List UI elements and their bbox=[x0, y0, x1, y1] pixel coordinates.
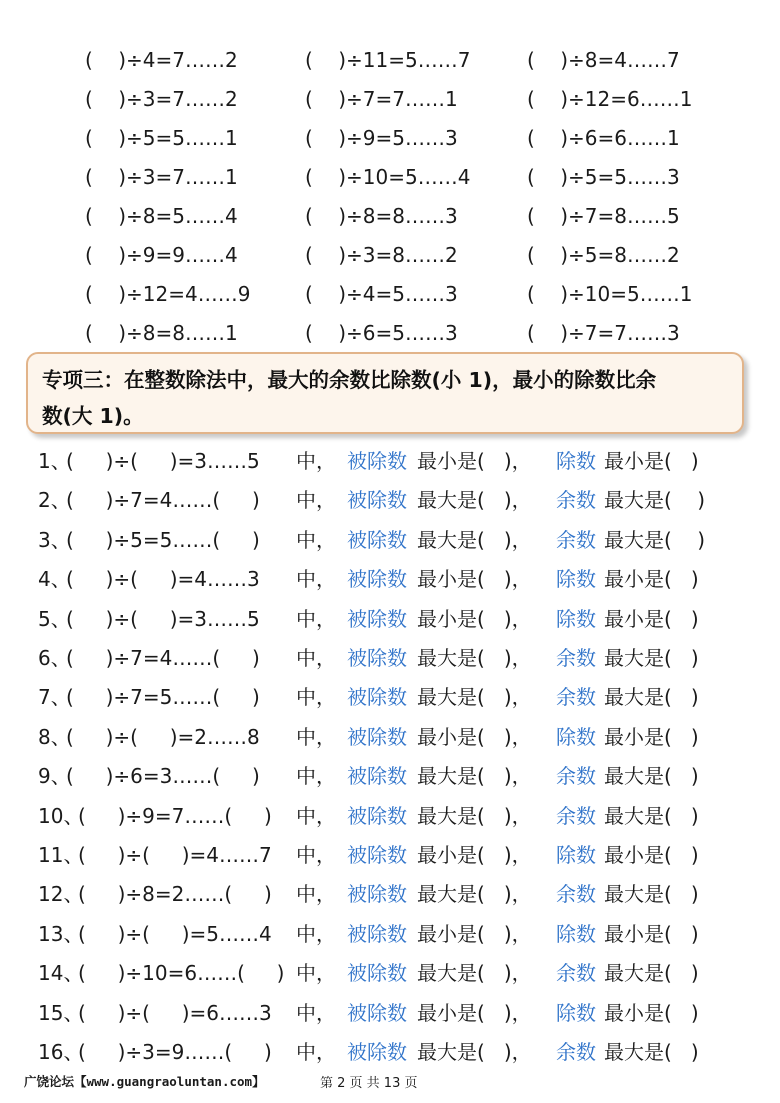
problem-number: 16、 bbox=[38, 1040, 84, 1064]
problem-question-2: 最小是( ) bbox=[604, 567, 699, 592]
problem-term-2: 除数 bbox=[556, 1000, 596, 1025]
exercise-item: ( )÷8=4……7 bbox=[527, 48, 680, 72]
problem-term-dividend: 被除数 bbox=[347, 646, 407, 670]
problem-term-dividend: 被除数 bbox=[347, 567, 407, 592]
problem-row bbox=[0, 442, 780, 481]
problem-row bbox=[0, 718, 780, 757]
problem-question-2: 最大是( ) bbox=[604, 646, 699, 670]
problem-question-1: 最小是( )， bbox=[417, 921, 532, 946]
problem-term-2: 余数 bbox=[556, 961, 596, 986]
problem-number: 11、 bbox=[38, 843, 84, 867]
exercise-item: ( )÷4=5……3 bbox=[305, 282, 458, 306]
problem-row bbox=[0, 560, 780, 599]
problem-equation: ( )÷9=7……( ) bbox=[78, 803, 272, 828]
exercise-row bbox=[0, 41, 780, 79]
section-banner bbox=[26, 352, 744, 434]
problem-term-dividend: 被除数 bbox=[347, 961, 407, 986]
problem-term-2: 余数 bbox=[556, 646, 596, 670]
exercise-row bbox=[0, 197, 780, 235]
exercise-row bbox=[0, 236, 780, 274]
problem-question-1: 最小是( )， bbox=[417, 843, 532, 867]
problem-question-1: 最大是( )， bbox=[417, 527, 532, 552]
problem-connector: 中， bbox=[296, 567, 336, 592]
problem-question-1: 最大是( )， bbox=[417, 961, 532, 986]
problem-term-2: 余数 bbox=[556, 764, 596, 789]
exercise-row bbox=[0, 158, 780, 196]
problem-question-1: 最大是( )， bbox=[417, 488, 532, 513]
problem-question-2: 最大是( ) bbox=[604, 961, 699, 986]
problem-term-2: 除数 bbox=[556, 567, 596, 592]
problem-connector: 中， bbox=[296, 685, 336, 710]
problem-number: 8、 bbox=[38, 724, 71, 749]
problem-term-dividend: 被除数 bbox=[347, 606, 407, 631]
problem-question-2: 最小是( ) bbox=[604, 843, 699, 867]
problem-row bbox=[0, 678, 780, 717]
problem-term-2: 除数 bbox=[556, 843, 596, 867]
problem-term-dividend: 被除数 bbox=[347, 724, 407, 749]
problem-question-2: 最小是( ) bbox=[604, 449, 699, 473]
problem-question-1: 最大是( )， bbox=[417, 803, 532, 828]
problem-row bbox=[0, 836, 780, 875]
problem-equation: ( )÷( )=2……8 bbox=[66, 724, 260, 749]
problem-equation: ( )÷( )=4……3 bbox=[66, 567, 260, 592]
problem-row bbox=[0, 757, 780, 796]
problem-connector: 中， bbox=[296, 724, 336, 749]
exercise-item: ( )÷3=7……1 bbox=[85, 165, 238, 189]
problem-number: 2、 bbox=[38, 488, 71, 513]
exercise-row bbox=[0, 275, 780, 313]
exercise-item: ( )÷5=5……3 bbox=[527, 165, 680, 189]
problem-number: 5、 bbox=[38, 606, 71, 631]
exercise-row bbox=[0, 119, 780, 157]
problem-question-1: 最大是( )， bbox=[417, 646, 532, 670]
problem-connector: 中， bbox=[296, 961, 336, 986]
problem-number: 13、 bbox=[38, 921, 84, 946]
problem-connector: 中， bbox=[296, 1000, 336, 1025]
exercise-item: ( )÷8=8……3 bbox=[305, 204, 458, 228]
problem-equation: ( )÷7=4……( ) bbox=[66, 488, 260, 513]
problem-question-1: 最小是( )， bbox=[417, 567, 532, 592]
problem-question-1: 最大是( )， bbox=[417, 764, 532, 789]
problem-term-dividend: 被除数 bbox=[347, 1000, 407, 1025]
problem-row bbox=[0, 521, 780, 560]
problem-question-2: 最大是( ) bbox=[604, 685, 699, 710]
problem-row bbox=[0, 994, 780, 1033]
problem-number: 14、 bbox=[38, 961, 84, 986]
problem-question-1: 最大是( )， bbox=[417, 882, 532, 907]
problem-term-2: 除数 bbox=[556, 449, 596, 473]
problem-question-2: 最大是( ) bbox=[604, 488, 706, 513]
exercise-item: ( )÷7=8……5 bbox=[527, 204, 680, 228]
problem-equation: ( )÷( )=5……4 bbox=[78, 921, 272, 946]
problem-number: 10、 bbox=[38, 803, 84, 828]
problem-term-dividend: 被除数 bbox=[347, 449, 407, 473]
problem-equation: ( )÷10=6……( ) bbox=[78, 961, 285, 986]
problem-question-1: 最大是( )， bbox=[417, 1040, 532, 1064]
problem-equation: ( )÷5=5……( ) bbox=[66, 527, 260, 552]
problem-number: 15、 bbox=[38, 1000, 84, 1025]
problem-term-2: 除数 bbox=[556, 921, 596, 946]
problem-question-2: 最大是( ) bbox=[604, 882, 699, 907]
problem-term-dividend: 被除数 bbox=[347, 488, 407, 513]
problem-question-1: 最小是( )， bbox=[417, 1000, 532, 1025]
exercise-item: ( )÷9=9……4 bbox=[85, 243, 238, 267]
problem-question-1: 最大是( )， bbox=[417, 685, 532, 710]
exercise-item: ( )÷4=7……2 bbox=[85, 48, 238, 72]
problem-connector: 中， bbox=[296, 646, 336, 670]
problem-question-1: 最小是( )， bbox=[417, 449, 532, 473]
exercise-item: ( )÷3=7……2 bbox=[85, 87, 238, 111]
problem-connector: 中， bbox=[296, 527, 336, 552]
problem-term-2: 余数 bbox=[556, 685, 596, 710]
problem-row bbox=[0, 639, 780, 678]
problem-number: 12、 bbox=[38, 882, 84, 907]
problem-row bbox=[0, 1033, 780, 1072]
problem-equation: ( )÷6=3……( ) bbox=[66, 764, 260, 789]
exercise-item: ( )÷10=5……4 bbox=[305, 165, 471, 189]
footer-source: 广饶论坛【www.guangraoluntan.com】 bbox=[24, 1074, 265, 1089]
problem-connector: 中， bbox=[296, 843, 336, 867]
problem-term-2: 余数 bbox=[556, 527, 596, 552]
exercise-item: ( )÷9=5……3 bbox=[305, 126, 458, 150]
problem-term-dividend: 被除数 bbox=[347, 1040, 407, 1064]
exercise-item: ( )÷10=5……1 bbox=[527, 282, 693, 306]
problem-term-2: 余数 bbox=[556, 882, 596, 907]
problem-connector: 中， bbox=[296, 882, 336, 907]
problem-connector: 中， bbox=[296, 921, 336, 946]
problem-connector: 中， bbox=[296, 449, 336, 473]
problem-row bbox=[0, 600, 780, 639]
exercise-item: ( )÷8=8……1 bbox=[85, 321, 238, 345]
problem-row bbox=[0, 915, 780, 954]
problem-connector: 中， bbox=[296, 803, 336, 828]
exercise-row bbox=[0, 314, 780, 352]
problem-row bbox=[0, 481, 780, 520]
problem-term-dividend: 被除数 bbox=[347, 921, 407, 946]
problem-question-2: 最大是( ) bbox=[604, 764, 699, 789]
problem-connector: 中， bbox=[296, 764, 336, 789]
problem-equation: ( )÷3=9……( ) bbox=[78, 1040, 272, 1064]
problem-number: 7、 bbox=[38, 685, 71, 710]
exercise-item: ( )÷7=7……3 bbox=[527, 321, 680, 345]
exercise-item: ( )÷3=8……2 bbox=[305, 243, 458, 267]
problem-connector: 中， bbox=[296, 1040, 336, 1064]
exercise-item: ( )÷5=8……2 bbox=[527, 243, 680, 267]
problem-term-2: 余数 bbox=[556, 803, 596, 828]
problem-term-dividend: 被除数 bbox=[347, 527, 407, 552]
footer-page-info: 第 2 页 共 13 页 bbox=[320, 1076, 418, 1091]
problem-question-2: 最大是( ) bbox=[604, 803, 699, 828]
problem-row bbox=[0, 875, 780, 914]
problem-equation: ( )÷( )=3……5 bbox=[66, 449, 260, 473]
problem-question-2: 最小是( ) bbox=[604, 724, 699, 749]
problem-number: 4、 bbox=[38, 567, 71, 592]
problem-equation: ( )÷( )=3……5 bbox=[66, 606, 260, 631]
problem-equation: ( )÷( )=4……7 bbox=[78, 843, 272, 867]
exercise-item: ( )÷11=5……7 bbox=[305, 48, 471, 72]
problem-term-2: 余数 bbox=[556, 488, 596, 513]
problem-question-2: 最小是( ) bbox=[604, 921, 699, 946]
exercise-item: ( )÷12=6……1 bbox=[527, 87, 693, 111]
exercise-item: ( )÷6=5……3 bbox=[305, 321, 458, 345]
problem-question-1: 最小是( )， bbox=[417, 724, 532, 749]
problem-number: 1、 bbox=[38, 449, 71, 473]
problem-term-dividend: 被除数 bbox=[347, 882, 407, 907]
exercise-item: ( )÷8=5……4 bbox=[85, 204, 238, 228]
exercise-row bbox=[0, 80, 780, 118]
problem-connector: 中， bbox=[296, 606, 336, 631]
problem-term-dividend: 被除数 bbox=[347, 843, 407, 867]
problem-question-2: 最小是( ) bbox=[604, 1000, 699, 1025]
problem-term-2: 除数 bbox=[556, 724, 596, 749]
problem-number: 6、 bbox=[38, 646, 71, 670]
problem-equation: ( )÷7=4……( ) bbox=[66, 646, 260, 670]
problem-term-2: 除数 bbox=[556, 606, 596, 631]
problem-row bbox=[0, 797, 780, 836]
problem-equation: ( )÷7=5……( ) bbox=[66, 685, 260, 710]
problem-question-2: 最大是( ) bbox=[604, 527, 706, 552]
problem-connector: 中， bbox=[296, 488, 336, 513]
problem-number: 3、 bbox=[38, 527, 71, 552]
exercise-item: ( )÷7=7……1 bbox=[305, 87, 458, 111]
exercise-item: ( )÷12=4……9 bbox=[85, 282, 251, 306]
problem-term-dividend: 被除数 bbox=[347, 685, 407, 710]
problem-equation: ( )÷8=2……( ) bbox=[78, 882, 272, 907]
problem-question-1: 最小是( )， bbox=[417, 606, 532, 631]
problem-term-dividend: 被除数 bbox=[347, 764, 407, 789]
exercise-item: ( )÷5=5……1 bbox=[85, 126, 238, 150]
exercise-item: ( )÷6=6……1 bbox=[527, 126, 680, 150]
problem-question-2: 最大是( ) bbox=[604, 1040, 699, 1064]
problem-question-2: 最小是( ) bbox=[604, 606, 699, 631]
section-title-line1: 专项三：在整数除法中，最大的余数比除数(小 1)，最小的除数比余 bbox=[42, 368, 657, 392]
section-title-line2: 数(大 1)。 bbox=[42, 404, 144, 428]
problem-number: 9、 bbox=[38, 764, 71, 789]
problem-row bbox=[0, 954, 780, 993]
problem-term-2: 余数 bbox=[556, 1040, 596, 1064]
problem-equation: ( )÷( )=6……3 bbox=[78, 1000, 272, 1025]
problem-term-dividend: 被除数 bbox=[347, 803, 407, 828]
